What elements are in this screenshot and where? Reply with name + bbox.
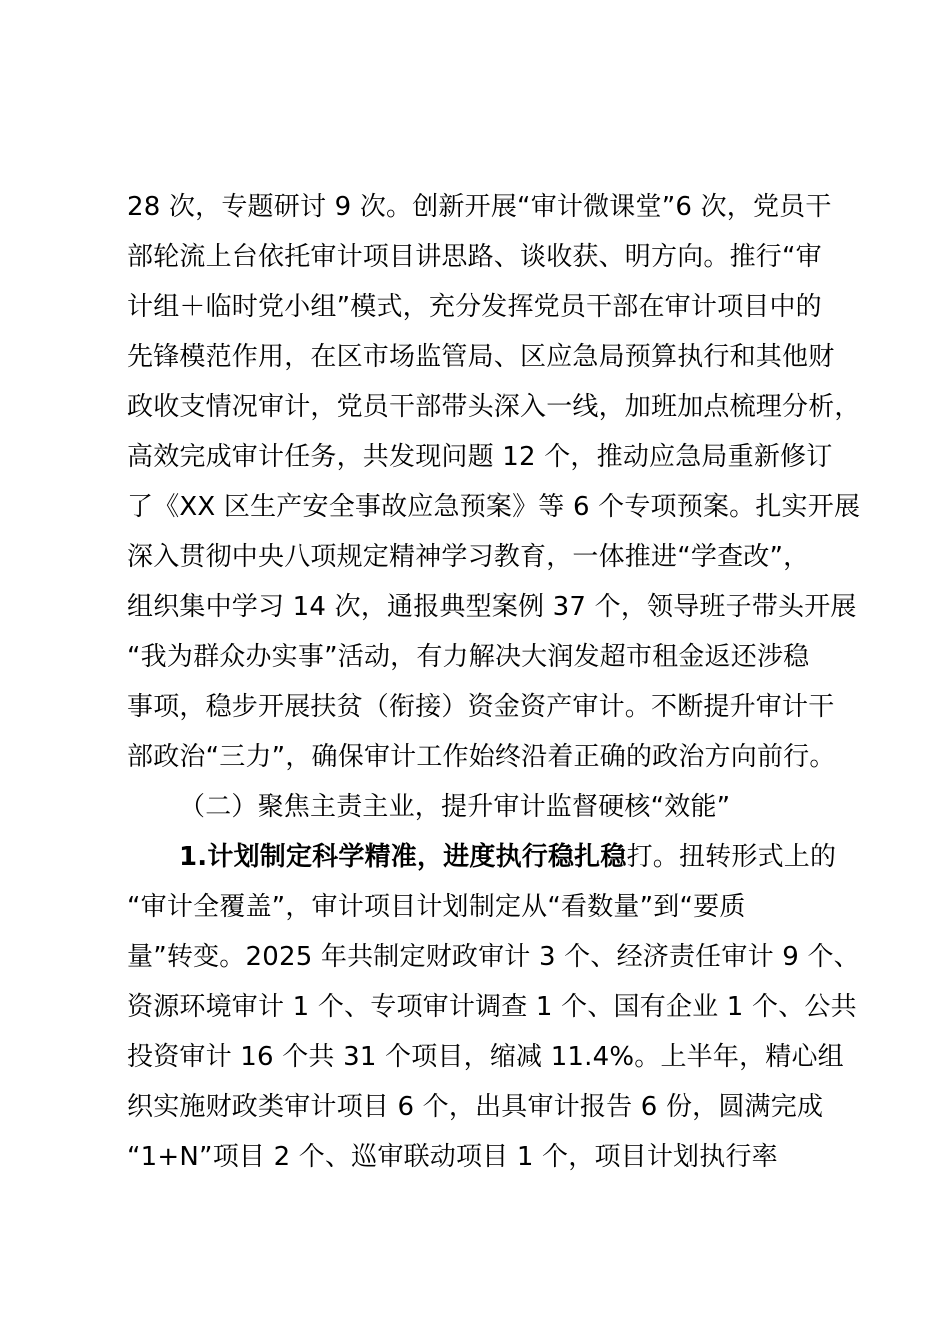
- paragraph-line: 部轮流上台依托审计项目讲思路、谈收获、明方向。推行“审: [127, 242, 822, 272]
- paragraph-line: 组织集中学习 14 次，通报典型案例 37 个，领导班子带头开展: [127, 592, 857, 622]
- paragraph-line: 事项，稳步开展扶贫（衔接）资金资产审计。不断提升审计干: [127, 692, 835, 722]
- paragraph-line: 政收支情况审计，党员干部带头深入一线，加班加点梳理分析，: [127, 392, 861, 422]
- paragraph-line: 投资审计 16 个共 31 个项目，缩减 11.4%。上半年，精心组: [127, 1042, 844, 1072]
- subheading-line: [127, 832, 847, 882]
- paragraph-line: “我为群众办实事”活动，有力解决大润发超市租金返还涉稳: [127, 642, 810, 672]
- paragraph-line: “1+N”项目 2 个、巡审联动项目 1 个，项目计划执行率: [127, 1142, 778, 1172]
- paragraph-line: “审计全覆盖”，审计项目计划制定从“看数量”到“要质: [127, 892, 746, 922]
- paragraph-line: 28 次，专题研讨 9 次。创新开展“审计微课堂”6 次，党员干: [127, 192, 832, 222]
- paragraph-line: 计组＋临时党小组”模式，充分发挥党员干部在审计项目中的: [127, 292, 822, 322]
- subheading-bold: 1.计划制定科学精准，进度执行稳扎稳: [179, 842, 627, 872]
- paragraph-line: 量”转变。2025 年共制定财政审计 3 个、经济责任审计 9 个、: [127, 942, 860, 972]
- section-heading: （二）聚焦主责主业，提升审计监督硬核“效能”: [179, 792, 731, 822]
- subheading-rest: 打。扭转形式上的: [626, 842, 837, 872]
- paragraph-line: 部政治“三力”，确保审计工作始终沿着正确的政治方向前行。: [127, 742, 836, 772]
- paragraph-line: 织实施财政类审计项目 6 个，出具审计报告 6 份，圆满完成: [127, 1092, 824, 1122]
- paragraph-line: 先锋模范作用，在区市场监管局、区应急局预算执行和其他财: [127, 342, 835, 372]
- paragraph-line: 了《XX 区生产安全事故应急预案》等 6 个专项预案。扎实开展: [127, 492, 861, 522]
- paragraph-line: 高效完成审计任务，共发现问题 12 个，推动应急局重新修订: [127, 442, 833, 472]
- paragraph-line: 深入贯彻中央八项规定精神学习教育，一体推进“学查改”，: [127, 542, 810, 572]
- paragraph-line: 资源环境审计 1 个、专项审计调查 1 个、国有企业 1 个、公共: [127, 992, 857, 1022]
- document-body: [127, 182, 861, 1182]
